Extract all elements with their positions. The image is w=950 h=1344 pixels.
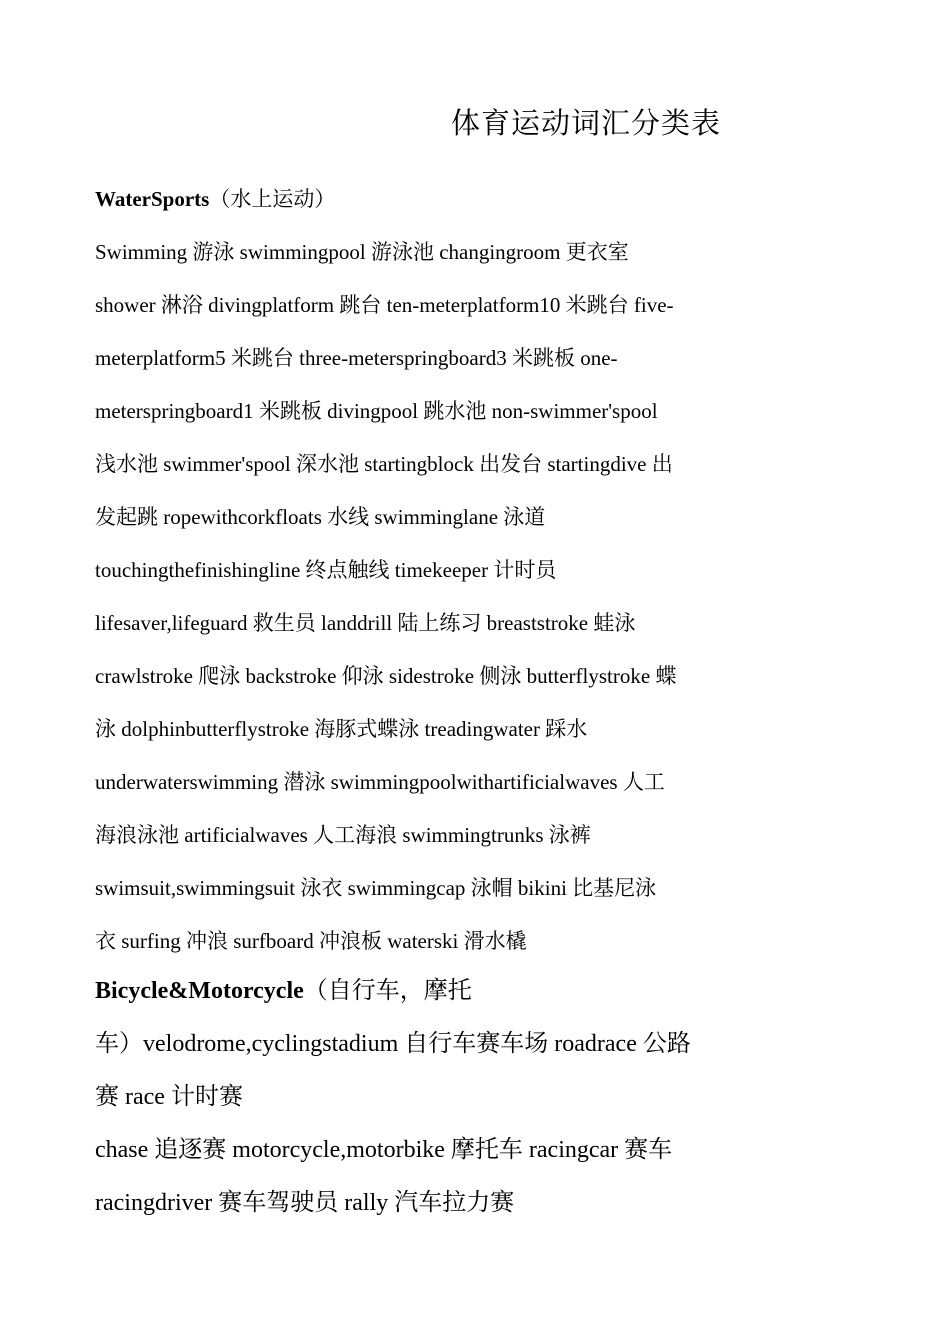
vocab-line: 浅水池 swimmer'spool 深水池 startingblock 出发台 startingdive 出 [95, 452, 673, 476]
vocab-line: swimsuit,swimmingsuit 泳衣 swimmingcap 泳帽 bikini 比基尼泳 [95, 876, 657, 900]
section-heading-translation: （自行车，摩托 [303, 978, 472, 1004]
section-heading-bicycle [95, 976, 472, 1006]
vocab-line: 发起跳 ropewithcorkfloats 水线 swimminglane 泳道 [95, 505, 546, 529]
vocab-line: touchingthefinishingline 终点触线 timekeeper 计时员 [95, 558, 557, 582]
vocab-line: shower 淋浴 divingplatform 跳台 ten-meterplatform10 米跳台 five- [95, 293, 674, 317]
vocab-line: 赛 race 计时赛 [95, 1084, 243, 1110]
vocab-line: Swimming 游泳 swimmingpool 游泳池 changingroom 更衣室 [95, 240, 629, 264]
vocab-line: 衣 surfing 冲浪 surfboard 冲浪板 waterski 滑水橇 [95, 929, 527, 953]
section-heading-label: WaterSports [95, 187, 210, 211]
vocab-line: meterplatform5 米跳台 three-meterspringboard3 米跳板 one- [95, 346, 618, 370]
vocab-line: lifesaver,lifeguard 救生员 landdrill 陆上练习 breaststroke 蛙泳 [95, 611, 636, 635]
vocab-line: 泳 dolphinbutterflystroke 海豚式蝶泳 treadingwater 踩水 [95, 717, 588, 741]
vocab-line: chase 追逐赛 motorcycle,motorbike 摩托车 racingcar 赛车 [95, 1137, 673, 1163]
page-title: 体育运动词汇分类表 [451, 108, 722, 140]
vocab-line: 车）velodrome,cyclingstadium 自行车赛车场 roadrace 公路 [95, 1031, 691, 1057]
section-heading-water-sports [95, 184, 335, 214]
section-heading-label: Bicycle&Motorcycle [95, 978, 304, 1004]
vocab-line: racingdriver 赛车驾驶员 rally 汽车拉力赛 [95, 1190, 515, 1216]
section-heading-translation: （水上运动） [209, 187, 336, 211]
vocab-line: underwaterswimming 潜泳 swimmingpoolwithartificialwaves 人工 [95, 770, 665, 794]
vocab-line: crawlstroke 爬泳 backstroke 仰泳 sidestroke 侧泳 butterflystroke 蝶 [95, 664, 677, 688]
vocab-line: meterspringboard1 米跳板 divingpool 跳水池 non-swimmer'spool [95, 399, 658, 423]
vocab-line: 海浪泳池 artificialwaves 人工海浪 swimmingtrunks 泳裤 [95, 823, 591, 847]
